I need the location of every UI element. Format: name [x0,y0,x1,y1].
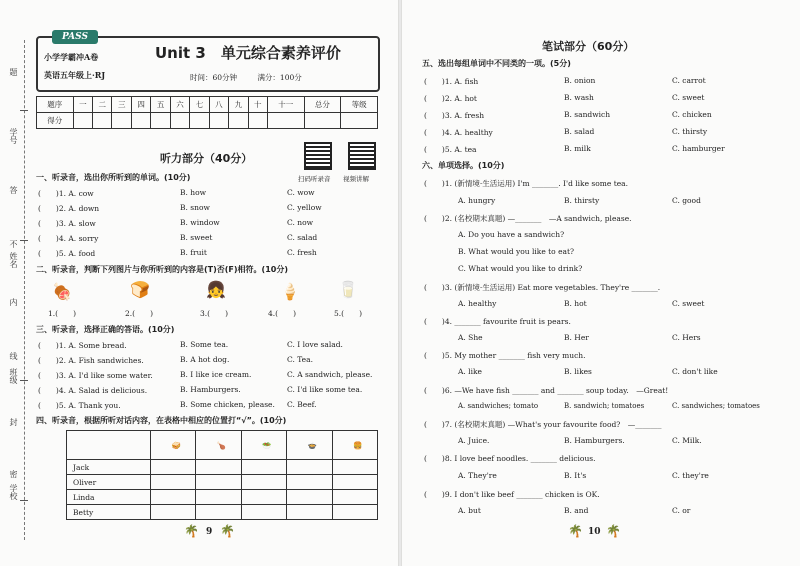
option: C. sweet [672,299,705,308]
question: ( )4. A. Salad is delicious. [38,386,148,395]
written-title: 笔试部分（60分） [542,40,635,53]
option: B. likes [564,367,592,376]
option: A. but [458,506,481,515]
option: C. fresh [287,248,317,257]
score-cell[interactable] [304,113,341,129]
binding-line [24,40,25,540]
margin-label: 学校 [9,484,18,500]
bread-icon: 🍞 [130,280,150,299]
tick-cell[interactable] [150,460,195,475]
score-header-cell: 题序 [37,97,74,113]
left-page [0,0,398,566]
palm-icon: 🌴 [606,524,621,538]
question: ( )5. A. tea [424,145,477,154]
question: ( )3. A. I'd like some water. [38,371,153,380]
grade-label: 英语五年级上·RJ [44,70,106,80]
question: ( )5. A. Thank you. [38,401,121,410]
option: C. wow [287,188,315,197]
option: B. how [180,188,207,197]
tick-cell[interactable] [241,475,286,490]
tick-cell[interactable] [332,505,377,520]
margin-label: 班级 [9,368,18,384]
tick-cell[interactable] [196,505,241,520]
option: C. sandwiches; tomatoes [672,402,760,410]
option: B. and [564,506,589,515]
option: B. fruit [180,248,207,257]
margin-label: 题 [9,68,18,76]
score-header-cell: 十一 [267,97,304,113]
tick-cell[interactable] [241,490,286,505]
option: C. Milk. [672,436,702,445]
question: ( )8. I love beef noodles. _______ delicious. [424,454,596,463]
name-cell: Jack [67,460,151,475]
answer-grid [66,430,378,520]
question: ( )7. (名校期末真题) —What's your favourite food? —_______ [424,420,662,429]
page-number: 10 [588,527,601,537]
question: ( )1. A. cow [38,189,94,198]
palm-icon: 🌴 [220,524,235,538]
option: C. carrot [672,76,706,85]
question: 3.( ) [200,309,229,318]
section-title: 二、听录音，判断下列图片与你所听到的内容是(T)否(F)相符。(10分) [36,265,288,274]
food-icon: 🍖 [52,282,72,301]
tick-cell[interactable] [241,460,286,475]
score-cell[interactable] [73,113,92,129]
option: C. sweet [672,93,705,102]
score-cell[interactable] [112,113,131,129]
option: B. hot [564,299,587,308]
listening-title: 听力部分（40分） [160,152,253,165]
palm-icon: 🌴 [184,524,199,538]
option: B. wash [564,93,594,102]
margin-label: 封 [9,418,18,426]
score-cell[interactable] [151,113,170,129]
score-cell[interactable] [267,113,304,129]
score-cell[interactable] [229,113,248,129]
tick-cell[interactable] [287,490,332,505]
score-header-cell: 十 [248,97,267,113]
option: B. Some chicken, please. [180,400,275,409]
option: B. What would you like to eat? [458,247,575,256]
option: B. Her [564,333,589,342]
section-title: 六、单项选择。(10分) [422,161,505,170]
question: 2.( ) [125,309,154,318]
tick-cell[interactable] [196,475,241,490]
qr-code-icon[interactable] [348,142,376,170]
option: C. don't like [672,367,718,376]
question: ( )2. A. Fish sandwiches. [38,356,144,365]
tick-cell[interactable] [150,475,195,490]
question: ( )4. A. sorry [38,234,99,243]
hamburger-icon: 🍔 [332,431,377,460]
salad-icon: 🥗 [241,431,286,460]
margin-label: 不 [9,240,18,248]
option: B. Some tea. [180,340,229,349]
option: B. onion [564,76,596,85]
question: ( )5. A. food [38,249,96,258]
score-table [36,96,378,129]
option: B. Hamburgers. [180,385,241,394]
option: A. Juice. [458,436,490,445]
tick-cell[interactable] [332,460,377,475]
question: ( )1. (新情境·生活运用) I'm _______. I'd like some tea. [424,179,629,188]
score-cell[interactable] [209,113,228,129]
question: ( )4. A. healthy [424,128,493,137]
blank-line [20,500,28,501]
tick-cell[interactable] [196,490,241,505]
option: A. healthy [458,299,497,308]
question: ( )1. A. Some bread. [38,341,127,350]
score-cell[interactable] [170,113,189,129]
milk-icon: 🥛 [338,280,358,299]
option: C. Tea. [287,355,313,364]
blank-line [20,240,28,241]
blank-line [20,380,28,381]
score-header-cell: 三 [112,97,131,113]
chicken-icon: 🍗 [196,431,241,460]
question: ( )2. (名校期末真题) —_______ —A sandwich, please. [424,214,632,223]
score-header-cell: 九 [229,97,248,113]
name-cell: Betty [67,505,151,520]
score-header-cell: 六 [170,97,189,113]
section-title: 四、听录音，根据所听对话内容，在表格中相应的位置打“√”。(10分) [36,416,287,425]
option: C. A sandwich, please. [287,370,373,379]
tick-cell[interactable] [287,505,332,520]
option: B. sweet [180,233,213,242]
question: ( )3. A. fresh [424,111,485,120]
tick-cell[interactable] [287,475,332,490]
option: A. sandwiches; tomato [458,402,539,410]
option: B. salad [564,127,595,136]
option: B. milk [564,144,591,153]
logo: PASS [52,30,98,44]
option: B. thirsty [564,196,600,205]
option: C. they're [672,471,709,480]
question: 1.( ) [48,309,77,318]
score-cell[interactable] [93,113,112,129]
option: A. Do you have a sandwich? [458,230,565,239]
option: B. A hot dog. [180,355,230,364]
option: B. snow [180,203,210,212]
option: B. window [180,218,220,227]
option: A. They're [458,471,497,480]
margin-label: 学号 [9,128,18,144]
score-cell[interactable] [131,113,150,129]
tick-cell[interactable] [332,475,377,490]
option: C. or [672,506,691,515]
section-title: 三、听录音，选择正确的答语。(10分) [36,325,175,334]
section-title: 五、选出每组单词中不同类的一项。(5分) [422,59,571,68]
question: 4.( ) [268,309,297,318]
section-title: 一、听录音，选出你所听到的单词。(10分) [36,173,191,182]
question: ( )5. My mother _______ fish very much. [424,351,586,360]
soup-icon: 🍲 [287,431,332,460]
qr-label: 视频讲解 [343,175,369,183]
score-header-cell: 四 [131,97,150,113]
score-header-cell: 等级 [341,97,378,113]
option: C. chicken [672,110,712,119]
qr-code-icon[interactable] [304,142,332,170]
option: C. thirsty [672,127,708,136]
series-name: 小学学霸冲A卷 [44,52,99,62]
question: ( )6. —We have fish _______ and _______ soup today. —Great! [424,386,669,395]
option: C. now [287,218,314,227]
question: ( )2. A. down [38,204,100,213]
option: A. hungry [458,196,496,205]
margin-label: 密 [9,470,18,478]
question: ( )3. (新情境·生活运用) Eat more vegetables. They're _______. [424,283,661,292]
palm-icon: 🌴 [568,524,583,538]
option: B. sandwich; tomatoes [564,402,645,410]
sandwich-icon: 🥪 [150,431,195,460]
score-cell[interactable] [190,113,209,129]
score-header-cell: 七 [190,97,209,113]
right-page [402,0,800,566]
tick-cell[interactable] [287,460,332,475]
score-header-cell: 五 [151,97,170,113]
tick-cell[interactable] [241,505,286,520]
score-header-cell: 总分 [304,97,341,113]
score-cell[interactable] [248,113,267,129]
option: C. I'd like some tea. [287,385,363,394]
margin-label: 答 [9,186,18,194]
score-row-label: 得分 [37,113,74,129]
option: C. Beef. [287,400,317,409]
tick-cell[interactable] [150,505,195,520]
option: C. good [672,196,701,205]
score-cell[interactable] [341,113,378,129]
grid-corner [67,431,151,460]
option: B. Hamburgers. [564,436,625,445]
option: C. yellow [287,203,322,212]
question: ( )2. A. hot [424,94,477,103]
blank-line [20,110,28,111]
name-cell: Linda [67,490,151,505]
question: ( )1. A. fish [424,77,479,86]
girl-icon: 👧 [206,280,226,299]
score-header-cell: 一 [73,97,92,113]
question: ( )4. _______ favourite fruit is pears. [424,317,571,326]
question: ( )9. I don't like beef _______ chicken is OK. [424,490,600,499]
page-title: Unit 3 单元综合素养评价 [155,44,341,62]
option: C. hamburger [672,144,725,153]
option: B. I like ice cream. [180,370,252,379]
full-score: 满分：100分 [257,73,302,82]
option: B. sandwich [564,110,611,119]
option: C. What would you like to drink? [458,264,583,273]
exam-meta [190,72,320,83]
option: C. Hers [672,333,701,342]
tick-cell[interactable] [196,460,241,475]
margin-label: 内 [9,298,18,306]
margin-label: 线 [9,352,18,360]
option: B. It's [564,471,587,480]
option: A. She [458,333,483,342]
name-cell: Oliver [67,475,151,490]
qr-label: 扫码听录音 [298,175,331,183]
question: 5.( ) [334,309,363,318]
score-header-cell: 八 [209,97,228,113]
score-header-cell: 二 [93,97,112,113]
question: ( )3. A. slow [38,219,96,228]
option: C. I love salad. [287,340,343,349]
option: A. like [458,367,482,376]
tick-cell[interactable] [332,490,377,505]
option: C. salad [287,233,318,242]
time-limit: 时间：60分钟 [190,73,238,82]
tick-cell[interactable] [150,490,195,505]
page-number: 9 [206,527,213,537]
ice-cream-icon: 🍦 [280,282,300,301]
margin-label: 姓名 [9,252,18,268]
